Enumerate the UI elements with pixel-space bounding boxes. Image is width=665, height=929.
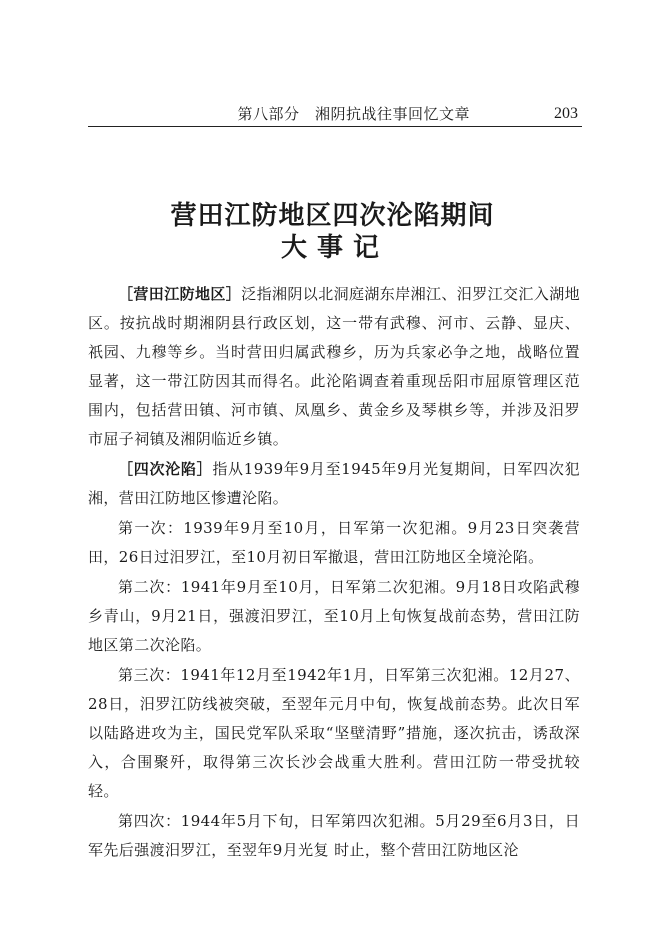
entry-term: ［营田江防地区］ bbox=[118, 285, 242, 303]
page-number: 203 bbox=[554, 105, 578, 122]
paragraph-text: 第四次：1944年5月下旬，日军第四次犯湘。5月29至6月3日，日军先后强渡汨罗江，至翌年9月光复 时止，整个营田江防地区沦 bbox=[88, 812, 580, 859]
article-title-line-2: 大事记 bbox=[280, 233, 389, 263]
article-body bbox=[88, 280, 580, 866]
paragraph bbox=[88, 455, 580, 513]
paragraph bbox=[88, 514, 580, 572]
header-section-title: 第八部分 湘阴抗战往事回忆文章 bbox=[237, 105, 470, 123]
paragraph-text: 第二次：1941年9月至10月，日军第二次犯湘。9月18日攻陷武穆乡青山，9月21日，强渡汨罗江，至10月上旬恢复战前态势，营田江防地区第二次沦陷。 bbox=[88, 578, 580, 654]
paragraph-text: 指从1939年9月至1945年9月光复期间，日军四次犯湘，营田江防地区惨遭沦陷。 bbox=[88, 460, 580, 507]
running-header bbox=[88, 104, 580, 128]
article-title-line-1: 营田江防地区四次沦陷期间 bbox=[170, 201, 495, 231]
paragraph-text: 第一次：1939年9月至10月，日军第一次犯湘。9月23日突袭营田，26日过汨罗江，至10月初日军撤退，营田江防地区全境沦陷。 bbox=[88, 519, 580, 566]
paragraph bbox=[88, 661, 580, 806]
entry-term: ［四次沦陷］ bbox=[118, 460, 213, 478]
paragraph-text: 第三次：1941年12月至1942年1月，日军第三次犯湘。12月27、28日，汨罗江防线被突破，至翌年元月中旬，恢复战前态势。此次日军以陆路进攻为主，国民党军队采取“坚壁清野”措施，逐次抗击，诱敌深入，合围聚歼，取得第三次长沙会战重大胜利。营田江防一带受扰较轻。 bbox=[88, 666, 580, 800]
header-divider bbox=[88, 126, 582, 127]
paragraph-text: 泛指湘阴以北洞庭湖东岸湘江、汨罗江交汇入湖地区。按抗战时期湘阴县行政区划，这一带有武穆、河市、云静、显庆、祇园、九穆等乡。当时营田归属武穆乡，历为兵家必争之地，战略位置显著，这一带江防因其而得名。此沦陷调查着重现岳阳市屈原管理区范围内，包括营田镇、河市镇、凤凰乡、黄金乡及琴棋乡等，并涉及汨罗市屈子祠镇及湘阴临近乡镇。 bbox=[88, 285, 581, 448]
paragraph bbox=[88, 807, 580, 865]
paragraph bbox=[88, 573, 580, 660]
paragraph bbox=[88, 280, 580, 454]
